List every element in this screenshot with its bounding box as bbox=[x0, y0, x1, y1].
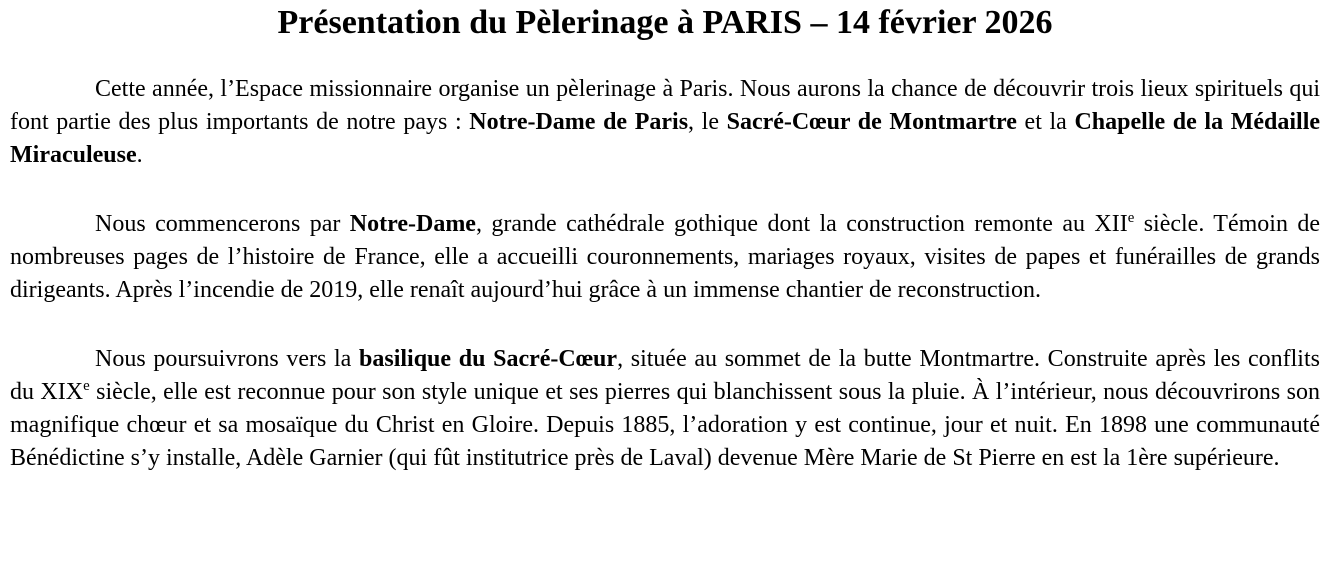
paragraph-3 bbox=[10, 343, 1320, 475]
document-title: Présentation du Pèlerinage à PARIS – 14 février 2026 bbox=[277, 4, 1053, 41]
document-body bbox=[10, 73, 1320, 475]
paragraph-1 bbox=[10, 73, 1320, 172]
text-run: Cette année, l’Espace missionnaire organise un pèlerinage à Paris. Nous aurons la chance de découvrir trois lieux spirituels qui font partie des plus importants de notre pays : bbox=[10, 76, 1320, 135]
paragraph-2 bbox=[10, 208, 1320, 307]
text-run: siècle, elle est reconnue pour son style unique et ses pierres qui blanchissent sous la pluie. À l’intérieur, nous découvrirons son magnifique chœur et sa mosaïque du Christ en Gloire. Depuis 1885, l’adoration y est continue, jour et nuit. En 1898 une communauté Bénédictine s’y installe, Adèle Garnier (qui fût institutrice près de Laval) devenue Mère Marie de St Pierre en est la 1ère supérieure. bbox=[10, 379, 1321, 471]
text-run: , située au sommet de la butte Montmartre. Construite après les conflits du XIX bbox=[10, 346, 1320, 405]
text-run: et la bbox=[1016, 109, 1075, 135]
text-run: Nous commencerons par bbox=[95, 211, 350, 237]
document-page bbox=[0, 2, 1330, 570]
bold-text: Chapelle de la Médaille Miraculeuse bbox=[10, 109, 1321, 168]
bold-text: basilique du Sacré-Cœur bbox=[359, 346, 618, 372]
bold-text: Notre-Dame bbox=[349, 211, 476, 237]
text-run: , grande cathédrale gothique dont la construction remonte au XII bbox=[475, 211, 1128, 237]
bold-text: Notre-Dame de Paris bbox=[469, 109, 689, 135]
text-run: . bbox=[136, 142, 143, 168]
text-run: siècle. Témoin de nombreuses pages de l’histoire de France, elle a accueilli couronnements, mariages royaux, visites de papes et funérailles de grands dirigeants. Après l’incendie de 2019, elle renaît aujourd’hui grâce à un immense chantier de reconstruction. bbox=[10, 211, 1321, 303]
bold-text: Sacré-Cœur de Montmartre bbox=[726, 109, 1017, 135]
superscript-text: e bbox=[83, 378, 90, 394]
superscript-text: e bbox=[1127, 210, 1135, 226]
text-run: Nous poursuivrons vers la bbox=[95, 346, 360, 372]
text-run: , le bbox=[688, 109, 727, 135]
